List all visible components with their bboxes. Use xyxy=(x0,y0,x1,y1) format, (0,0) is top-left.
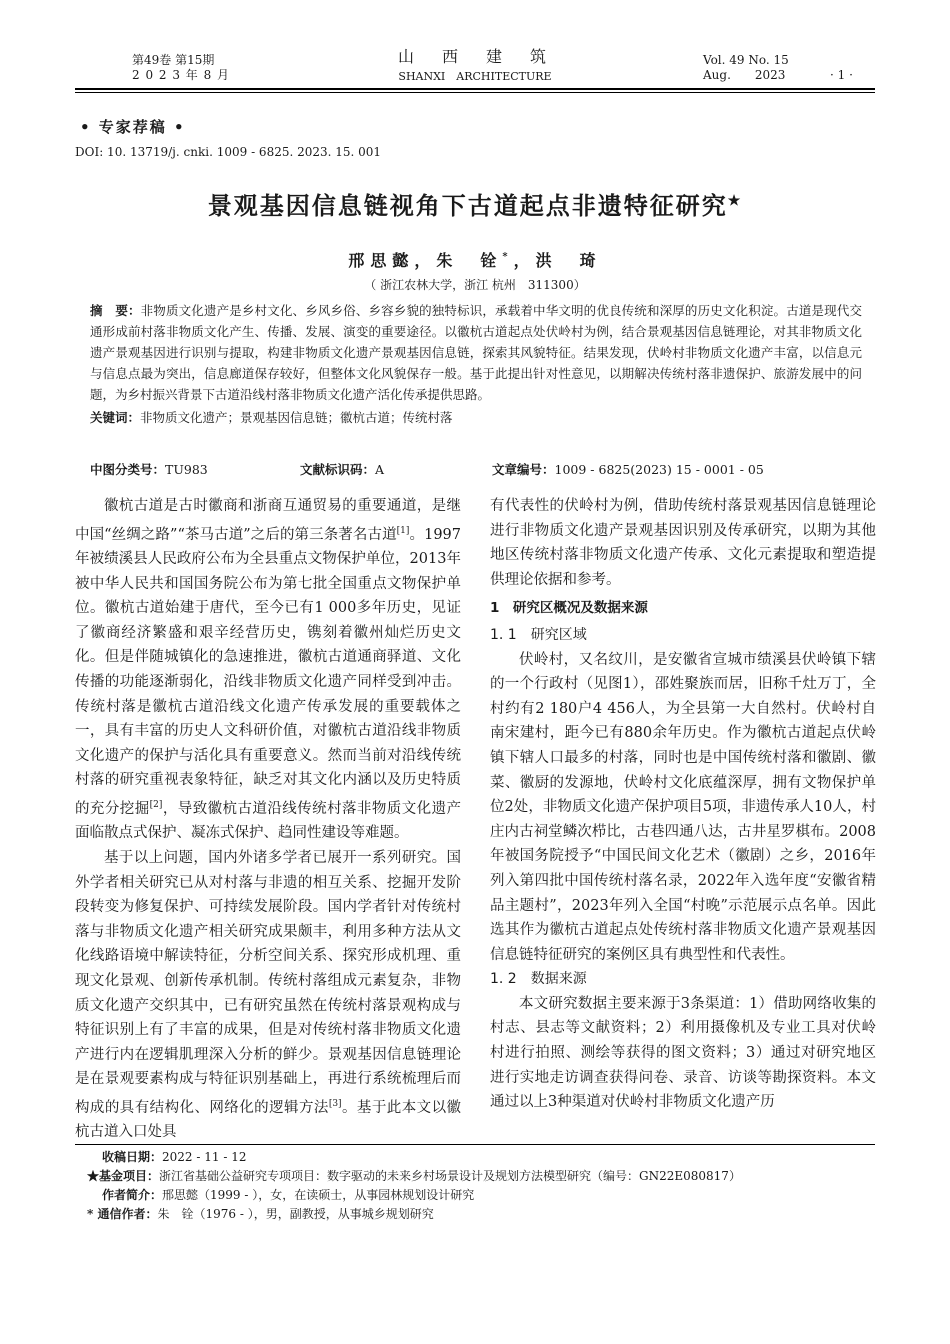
volume-issue-en: Vol. 49 No. 15 xyxy=(703,53,789,67)
publication-date: 2 0 2 3 年 8 月 xyxy=(132,68,231,82)
affiliation: （ 浙江农林大学，浙江 杭州 311300） xyxy=(364,278,586,292)
section-heading-1: 1 研究区概况及数据来源 xyxy=(490,600,648,617)
citation-3: [3] xyxy=(328,1098,342,1109)
journal-name-cn: 山 西 建 筑 xyxy=(397,47,552,66)
corresponding-author xyxy=(87,1205,880,1224)
received-label: 收稿日期： xyxy=(102,1150,163,1164)
section-heading-1-1 xyxy=(490,623,876,648)
footnotes xyxy=(87,1148,880,1224)
author-bio-value: 邢思懿（1999 - ），女，在读硕士，从事园林规划设计研究 xyxy=(162,1188,475,1202)
author-3: ，洪 琦 xyxy=(513,251,602,270)
keywords-label: 关键词： xyxy=(90,410,141,425)
corresponding-value: 朱 铨（1976 - ），男，副教授，从事城乡规划研究 xyxy=(157,1207,434,1221)
clc-label: 中图分类号： xyxy=(90,462,166,477)
doi-text: DOI: 10. 13719/j. cnki. 1009 - 6825. 2023. 15. 001 xyxy=(75,145,382,159)
heading-1-1-number: 1. 1 xyxy=(490,626,517,643)
publication-date-en: Aug. 2023 xyxy=(703,68,786,82)
doc-label: 文献标识码： xyxy=(300,462,376,477)
clc-number xyxy=(90,460,208,478)
author-list xyxy=(0,248,950,271)
received-date xyxy=(90,1148,880,1167)
paper-title xyxy=(0,186,950,221)
paper-title-text: 景观基因信息链视角下古道起点非遗特征研究 xyxy=(207,191,728,220)
title-fund-mark: ★ xyxy=(727,193,743,209)
left-p1-part-a: 徽杭古道是古时徽商和浙商互通贸易的重要通道，是继中国“丝绸之路”“茶马古道”之后的第三条著名古道 xyxy=(75,498,461,543)
section-label: • 专家荐稿 • xyxy=(80,118,186,136)
volume-issue: 第49卷 第15期 xyxy=(132,53,215,67)
fund-note xyxy=(87,1167,880,1186)
doc-value: A xyxy=(375,462,385,477)
keywords xyxy=(90,407,862,428)
body-left-column xyxy=(75,494,461,1145)
citation-2: [2] xyxy=(149,799,163,810)
clc-value: TU983 xyxy=(165,462,208,477)
author-2: 朱 铨 xyxy=(436,251,503,270)
fund-value: 浙江省基础公益研究专项项目：数字驱动的未来乡村场景设计及规划方法模型研究（编号：GN22E080817） xyxy=(159,1169,741,1183)
heading-1-2-text: 数据来源 xyxy=(530,971,587,988)
body-right-column xyxy=(490,494,876,1115)
section-heading-1-2 xyxy=(490,967,876,992)
article-value: 1009 - 6825(2023) 15 - 0001 - 05 xyxy=(554,462,764,477)
article-number xyxy=(492,460,764,478)
left-p2-part-a: 基于以上问题，国内外诸多学者已展开一系列研究。国外学者相关研究已从对村落与非遗的相互关系、挖掘开发阶段转变为修复保护、可持续发展阶段。国内学者针对传统村落与非物质文化遗产相关研究成果颇丰，利用多种方法从文化线路语境中解读特征，分析空间关系、探究形成机理、重现文化景观、创新传承机制。传统村落组成元素复杂，非物质文化遗产交织其中，已有研究虽然在传统村落景观构成与特征识别上有了丰富的成果，但是对传统村落非物质文化遗产进行内在逻辑肌理深入分析的鲜少。景观基因信息链理论是在景观要素构成与特征识别基础上，再进行系统梳理后而构成的具有结构化、网络化的逻辑方法 xyxy=(75,849,461,1116)
left-paragraph-1 xyxy=(75,494,461,846)
heading-1-2-number: 1. 2 xyxy=(490,971,517,988)
citation-1: [1] xyxy=(396,525,410,536)
article-label: 文章编号： xyxy=(492,462,555,477)
keywords-text: 非物质文化遗产；景观基因信息链；徽杭古道；传统村落 xyxy=(140,410,453,425)
page-number: · 1 · xyxy=(830,68,853,82)
left-p1-part-c: ，导致徽杭古道沿线传统村落非物质文化遗产面临散点式保护、凝冻式保护、趋同性建设等难题。 xyxy=(75,800,462,842)
journal-name-en: SHANXI ARCHITECTURE xyxy=(398,70,552,83)
header-rule-thin xyxy=(75,92,875,93)
doc-code xyxy=(300,460,384,478)
right-paragraph-2: 本文研究数据主要来源于3条渠道：1）借助网络收集的村志、县志等文献资料；2）利用摄像机及专业工具对伏岭村进行拍照、测绘等获得的图文资料；3）通过对研究地区进行实地走访调查获得问卷、录音、访谈等勘探资料。本文通过以上3种渠道对伏岭村非物质文化遗产历 xyxy=(490,995,876,1111)
corresponding-label: * 通信作者： xyxy=(87,1207,158,1221)
received-value: 2022 - 11 - 12 xyxy=(162,1150,247,1164)
left-p1-part-b: 。1997年被绩溪县人民政府公布为全县重点文物保护单位，2013年被中华人民共和国国务院公布为第七批全国重点文物保护单位。徽杭古道始建于唐代，至今已有1 000多年历史，见证了徽商经济繁盛和艰辛经营历史，镌刻着徽州灿烂历史文化。但是伴随城镇化的急速推进，徽杭古道通商驿道、文化传播的功能逐渐弱化，沿线非物质文化遗产同样受到冲击。传统村落是徽杭古道沿线文化遗产传承发展的重要载体之一，具有丰富的历史人文科研价值，对徽杭古道沿线非物质文化遗产的保护与活化具有重要意义。然而当前对沿线传统村落的研究重视表象特征，缺乏对其文化内涵以及历史特质的充分挖掘 xyxy=(75,526,461,817)
left-p2-part-b: 。基于此本文以徽杭古道入口处具 xyxy=(75,1099,462,1141)
author-1: 邢思懿， xyxy=(348,251,437,270)
doi xyxy=(75,145,381,159)
abstract xyxy=(90,300,862,428)
right-paragraph-0: 有代表性的伏岭村为例，借助传统村落景观基因信息链理论进行非物质文化遗产景观基因识别及传承研究，以期为其他地区传统村落非物质文化遗产传承、文化元素提取和塑造提供理论依据和参考。 xyxy=(490,498,876,588)
right-paragraph-1: 伏岭村，又名纹川，是安徽省宣城市绩溪县伏岭镇下辖的一个行政村（见图1），邵姓聚族而居，旧称千灶万丁，全村约有2 180户4 456人，为全县第一大自然村。伏岭村自南宋建村，距今已有880余年历史。作为徽杭古道起点伏岭镇下辖人口最多的村落，同时也是中国传统村落和徽剧、徽菜、徽厨的发源地，伏岭村文化底蕴深厚，拥有文物保护单位2处，非物质文化遗产保护项目5项，非遗传承人10人，村庄内古祠堂鳞次栉比，古巷四通八达，古井星罗棋布。2008年被国务院授予“中国民间文化艺术（徽剧）之乡，2016年列入第四批中国传统村落名录，2022年入选年度“安徽省精品主题村”，2023年列入全国“村晚”示范展示点名单。因此选其作为徽杭古道起点处传统村落非物质文化遗产景观基因信息链特征研究的案例区具有典型性和代表性。 xyxy=(490,651,876,963)
abstract-text: 非物质文化遗产是乡村文化、乡风乡俗、乡容乡貌的独特标识，承载着中华文明的优良传统和深厚的历史文化积淀。古道是现代交通形成前村落非物质文化产生、传播、发展、演变的重要途径。以徽杭古道起点处伏岭村为例，结合景观基因信息链理论，对其非物质文化遗产景观基因进行识别与提取，构建非物质文化遗产景观基因信息链，探索其风貌特征。结果发现，伏岭村非物质文化遗产丰富，以信息元与信息点最为突出，信息廊道保存较好，但整体文化风貌保存一般。基于此提出针对性意见，以期解决传统村落非遗保护、旅游发展中的问题，为乡村振兴背景下古道沿线村落非物质文化遗产活化传承提供思路。 xyxy=(90,303,862,402)
author-bio-label: 作者简介： xyxy=(102,1188,163,1202)
header-rule-thick xyxy=(75,88,875,90)
footnote-rule xyxy=(75,1144,875,1145)
corresponding-mark: * xyxy=(502,251,514,263)
author-bio xyxy=(90,1186,880,1205)
fund-label: ★基金项目： xyxy=(87,1169,160,1183)
left-paragraph-2 xyxy=(75,846,461,1145)
heading-1-1-text: 研究区域 xyxy=(530,626,587,643)
abstract-label: 摘 要： xyxy=(90,303,141,318)
